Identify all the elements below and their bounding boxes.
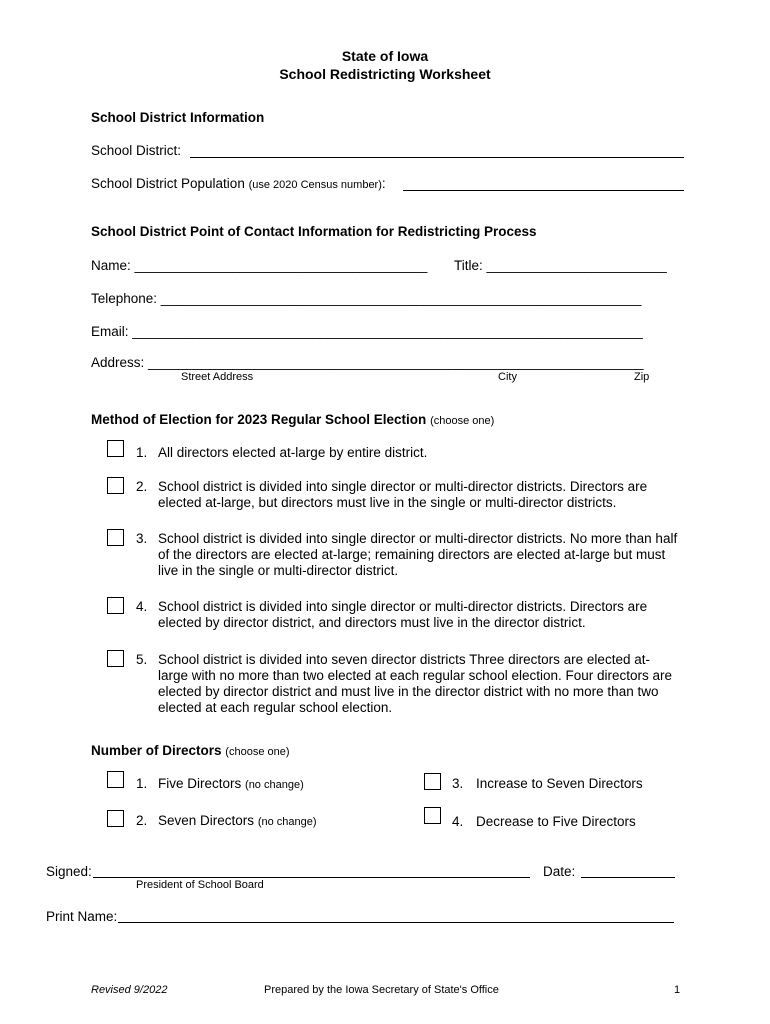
date-field[interactable] xyxy=(581,877,675,878)
directors-option-1-number: 1. xyxy=(136,776,148,791)
population-label: School District Population (use 2020 Census number): xyxy=(91,176,386,191)
telephone-field[interactable]: Telephone: ________________________________________________________________ xyxy=(91,291,642,306)
district-info-heading: School District Information xyxy=(91,110,265,125)
directors-heading: Number of Directors (choose one) xyxy=(91,743,290,758)
directors-option-3-number: 3. xyxy=(452,776,464,791)
directors-option-2-note: (no change) xyxy=(257,816,317,828)
signed-caption: President of School Board xyxy=(136,879,264,891)
directors-option-1-checkbox[interactable] xyxy=(107,771,124,788)
date-label: Date: xyxy=(543,864,576,879)
directors-option-2-label: Seven Directors (no change) xyxy=(158,813,317,828)
population-field[interactable] xyxy=(403,190,684,191)
directors-option-1-note: (no change) xyxy=(245,779,304,791)
print-name-field[interactable] xyxy=(118,922,674,923)
method-option-4-text: School district is divided into single director or multi-director districts. Directors are elected by director district, and directors must live in the director district. xyxy=(158,599,648,630)
revised-date: Revised 9/2022 xyxy=(91,984,168,996)
method-option-4-checkbox[interactable] xyxy=(107,597,124,614)
signed-label: Signed: xyxy=(46,864,92,879)
method-option-5-number: 5. xyxy=(136,652,148,667)
method-option-1-text: All directors elected at-large by entire district. xyxy=(158,445,428,460)
directors-option-4-label: Decrease to Five Directors xyxy=(476,814,636,829)
contact-heading: School District Point of Contact Information for Redistricting Process xyxy=(91,224,537,239)
prepared-by: Prepared by the Iowa Secretary of State's Office xyxy=(264,984,499,996)
directors-note: (choose one) xyxy=(225,746,290,758)
address-city-caption: City xyxy=(498,371,517,383)
document-title: State of Iowa xyxy=(341,48,429,64)
method-option-1-checkbox[interactable] xyxy=(107,440,124,457)
method-option-2-number: 2. xyxy=(136,479,148,494)
population-note: (use 2020 Census number) xyxy=(248,179,382,191)
email-field[interactable]: Email: ____________________________________________________________________ xyxy=(91,324,643,339)
method-note: (choose one) xyxy=(430,415,495,427)
school-district-field[interactable] xyxy=(190,157,684,158)
page-number: 1 xyxy=(674,984,681,996)
name-field[interactable]: Name: _______________________________________ xyxy=(91,258,428,273)
address-field[interactable]: Address: __________________________________________________________________ xyxy=(91,355,644,370)
directors-option-4-checkbox[interactable] xyxy=(424,807,441,824)
address-zip-caption: Zip xyxy=(634,371,650,383)
method-option-3-checkbox[interactable] xyxy=(107,529,124,546)
method-option-1-number: 1. xyxy=(136,445,148,460)
method-option-4-number: 4. xyxy=(136,599,148,614)
directors-option-4-number: 4. xyxy=(452,814,464,829)
directors-option-1-label: Five Directors (no change) xyxy=(158,776,304,791)
directors-option-2-number: 2. xyxy=(136,813,148,828)
method-option-3-text: School district is divided into single director or multi-director districts. No more than half of the directors are elected at-large; remaining directors are elected at-large but must live in the single or multi-director district. xyxy=(158,531,678,578)
signed-field[interactable] xyxy=(93,877,530,878)
document-subtitle: School Redistricting Worksheet xyxy=(279,66,491,82)
method-option-5-text: School district is divided into seven director districts Three directors are elected at-large with no more than two elected at each regular school election. Four directors are elected by director district and must live in the director district with no more than two elected at each regular school election. xyxy=(158,652,673,715)
method-option-5-checkbox[interactable] xyxy=(107,650,124,667)
method-option-2-checkbox[interactable] xyxy=(107,477,124,494)
school-district-label: School District: xyxy=(91,143,182,158)
method-heading: Method of Election for 2023 Regular School Election (choose one) xyxy=(91,412,495,427)
directors-option-3-label: Increase to Seven Directors xyxy=(476,776,643,791)
directors-option-3-checkbox[interactable] xyxy=(424,773,441,790)
method-option-3-number: 3. xyxy=(136,531,148,546)
address-street-caption: Street Address xyxy=(181,371,254,383)
directors-option-2-checkbox[interactable] xyxy=(107,810,124,827)
method-option-2-text: School district is divided into single director or multi-director districts. Directors are elected at-large, but directors must live in the single or multi-director districts. xyxy=(158,479,648,510)
print-name-label: Print Name: xyxy=(46,909,118,924)
title-field[interactable]: Title: ________________________ xyxy=(454,258,667,273)
